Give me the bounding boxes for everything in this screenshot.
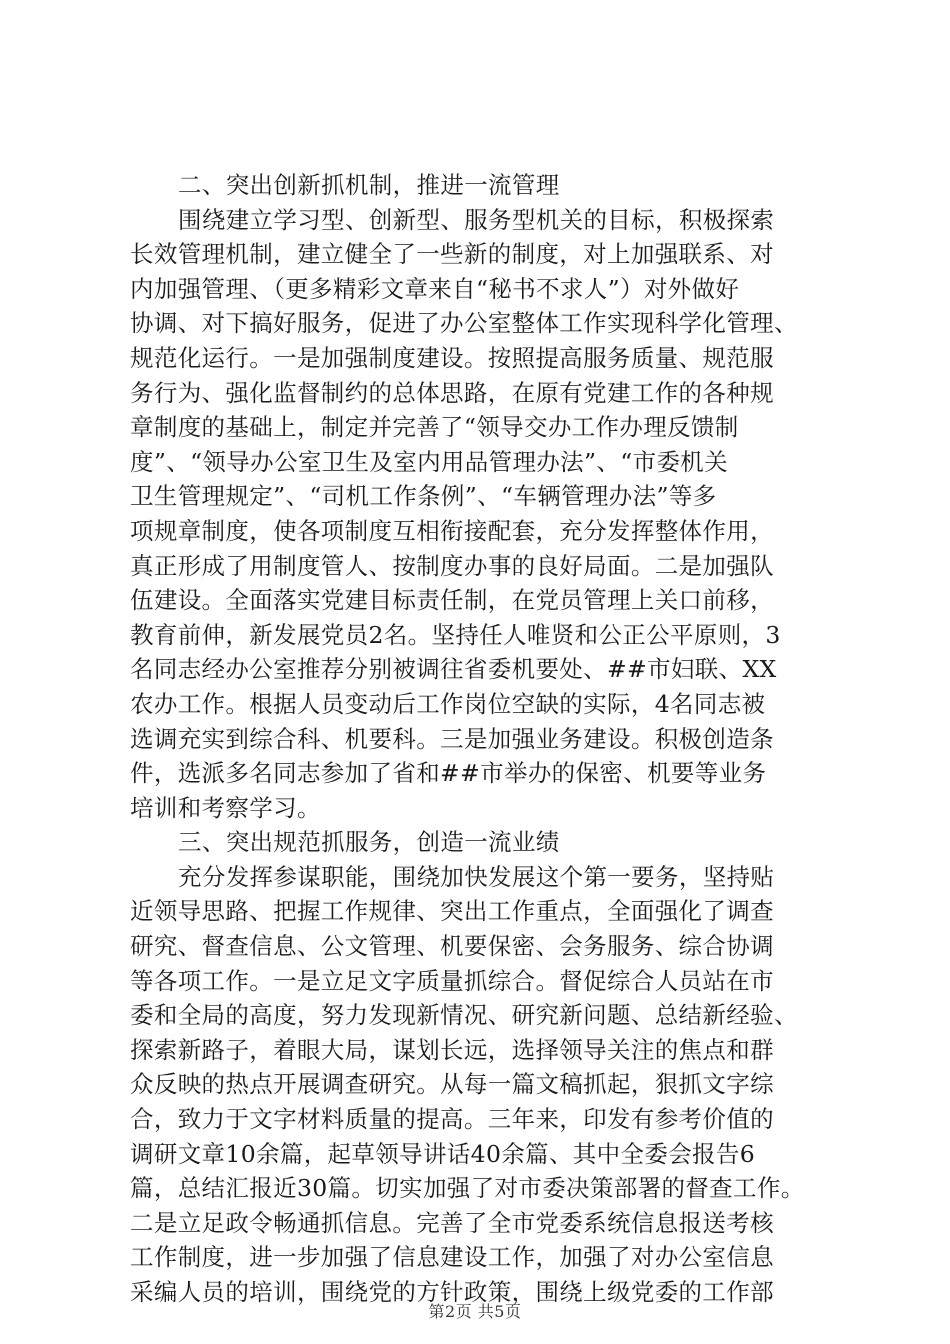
text-line: 篇，总结汇报近30篇。切实加强了对市委决策部署的督查工作。 [130, 1174, 805, 1203]
text-line: 项规章制度，使各项制度互相衔接配套，充分发挥整体作用， [130, 516, 774, 545]
text-line: 研究、督查信息、公文管理、机要保密、会务服务、综合协调 [130, 932, 774, 961]
text-line: 农办工作。根据人员变动后工作岗位空缺的实际，4名同志被 [130, 689, 766, 718]
text-line: 二、突出创新抓机制，推进一流管理 [178, 171, 560, 199]
text-line: 众反映的热点开展调查研究。从每一篇文稿抓起，狠抓文字综 [130, 1070, 774, 1099]
text-line: 长效管理机制，建立健全了一些新的制度，对上加强联系、对 [130, 240, 774, 269]
text-line: 务行为、强化监督制约的总体思路，在原有党建工作的各种规 [130, 378, 774, 407]
text-line: 等各项工作。一是立足文字质量抓综合。督促综合人员站在市 [130, 966, 774, 995]
text-line: 度”、“领导办公室卫生及室内用品管理办法”、“市委机关 [130, 447, 729, 476]
text-line: 三、突出规范抓服务，创造一流业绩 [178, 828, 560, 857]
text-line: 充分发挥参谋职能，围绕加快发展这个第一要务，坚持贴 [178, 862, 775, 891]
text-line: 规范化运行。一是加强制度建设。按照提高服务质量、规范服 [130, 343, 774, 372]
text-line: 探索新路子，着眼大局，谋划长远，选择领导关注的焦点和群 [130, 1035, 774, 1064]
text-line: 采编人员的培训，围绕党的方针政策，围绕上级党委的工作部 [130, 1278, 774, 1306]
page-footer: 第2页 共5页 [428, 1302, 522, 1321]
text-line: 章制度的基础上，制定并完善了“领导交办工作办理反馈制 [130, 413, 739, 442]
text-line: 调研文章10余篇，起草领导讲话40余篇、其中全委会报告6 [130, 1139, 756, 1168]
text-line: 选调充实到综合科、机要科。三是加强业务建设。积极创造条 [130, 724, 774, 753]
text-line: 协调、对下搞好服务，促进了办公室整体工作实现科学化管理、 [130, 309, 798, 338]
text-line: 工作制度，进一步加强了信息建设工作，加强了对办公室信息 [130, 1243, 774, 1272]
text-line: 卫生管理规定”、“司机工作条例”、“车辆管理办法”等多 [130, 482, 717, 511]
text-line: 近领导思路、把握工作规律、突出工作重点，全面强化了调查 [130, 897, 774, 926]
text-line: 伍建设。全面落实党建目标责任制，在党员管理上关口前移， [130, 586, 774, 615]
text-line: 委和全局的高度，努力发现新情况、研究新问题、总结新经验、 [130, 1001, 798, 1030]
text-line: 名同志经办公室推荐分别被调往省委机要处、##市妇联、XX [130, 655, 777, 684]
text-line: 内加强管理、（更多精彩文章来自“秘书不求人”）对外做好 [130, 274, 740, 303]
document-body [130, 168, 830, 1310]
text-line: 真正形成了用制度管人、按制度办事的良好局面。二是加强队 [130, 551, 774, 580]
text-line: 件，选派多名同志参加了省和##市举办的保密、机要等业务 [130, 759, 767, 788]
text-line: 合，致力于文字材料质量的提高。三年来，印发有参考价值的 [130, 1105, 774, 1134]
text-line: 二是立足政令畅通抓信息。完善了全市党委系统信息报送考核 [130, 1208, 774, 1237]
text-line: 围绕建立学习型、创新型、服务型机关的目标，积极探索 [178, 205, 775, 234]
text-line: 培训和考察学习。 [130, 793, 321, 822]
text-line: 教育前伸，新发展党员2名。坚持任人唯贤和公正公平原则，3 [130, 620, 781, 649]
